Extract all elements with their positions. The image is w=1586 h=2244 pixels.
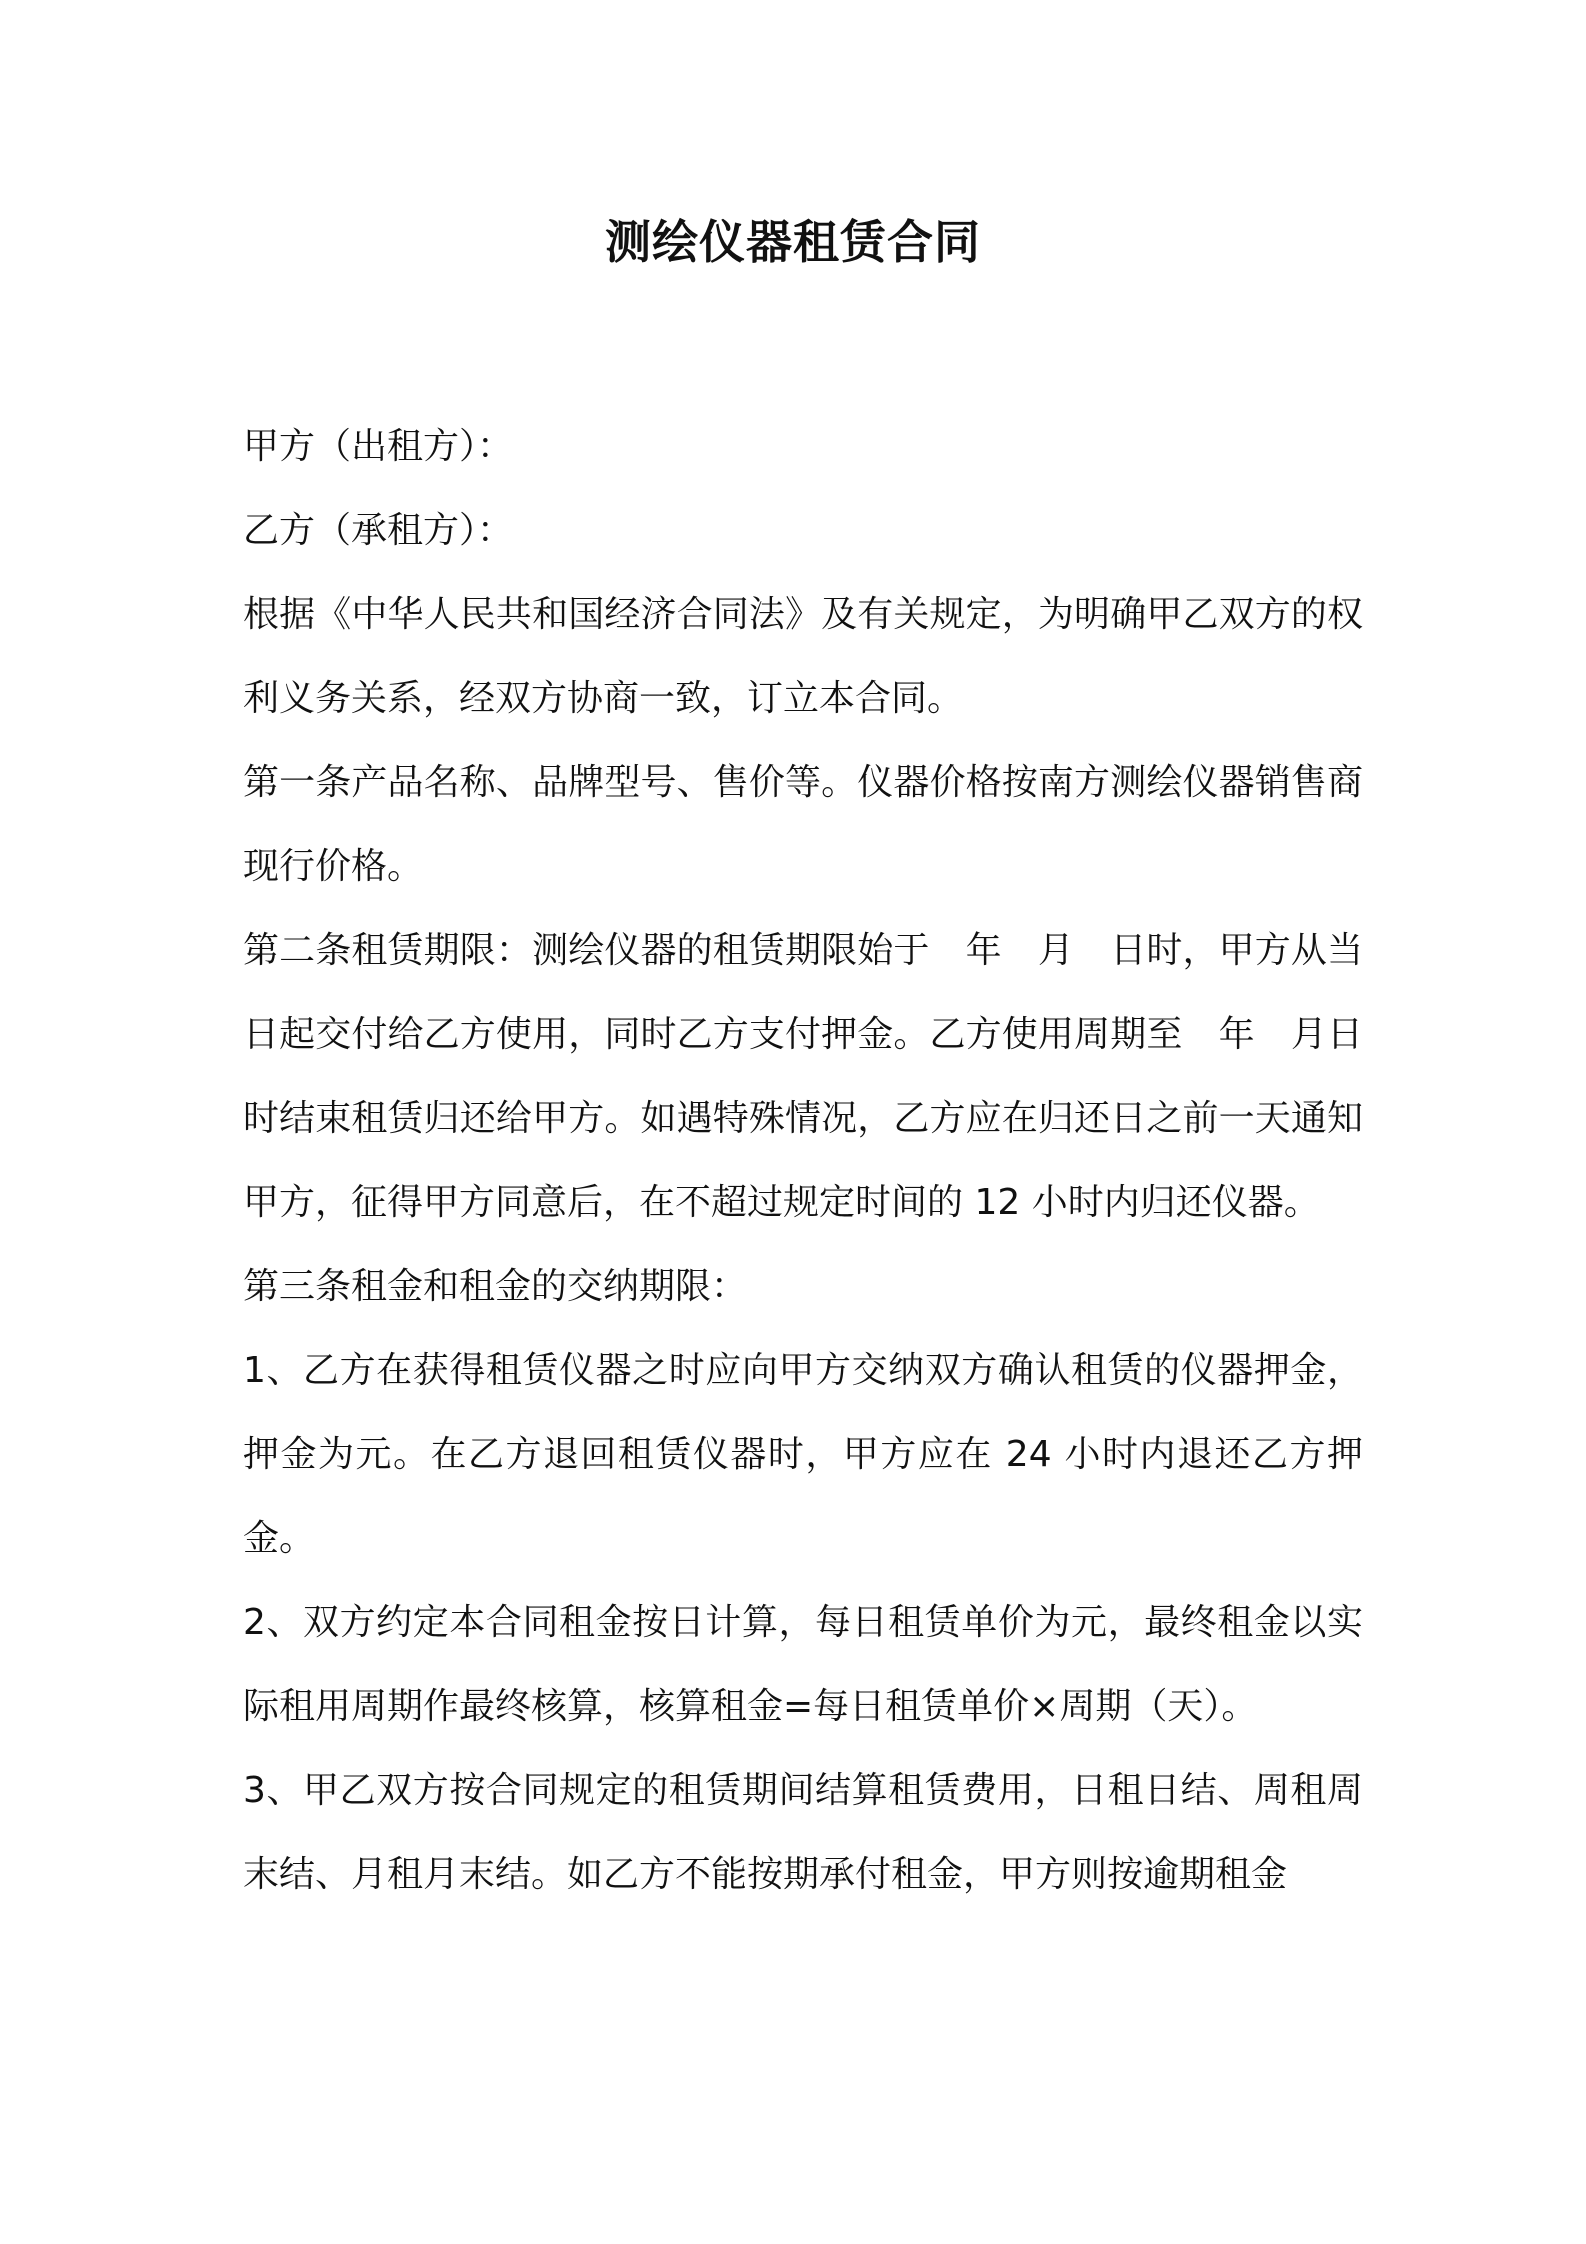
document-body [243,405,1363,1917]
article-3-item-1: 1、乙方在获得租赁仪器之时应向甲方交纳双方确认租赁的仪器押金，押金为元。在乙方退回租赁仪器时，甲方应在 24 小时内退还乙方押金。 [243,1350,1363,1559]
article-3-heading: 第三条租金和租金的交纳期限： [243,1266,748,1307]
article-2-paragraph: 第二条租赁期限：测绘仪器的租赁期限始于 年 月 日时，甲方从当日起交付给乙方使用，同时乙方支付押金。乙方使用周期至 年 月日时结束租赁归还给甲方。如遇特殊情况，乙方应在归还日之前一天通知甲方，征得甲方同意后，在不超过规定时间的 12 小时内归还仪器。 [243,930,1363,1223]
preamble-paragraph: 根据《中华人民共和国经济合同法》及有关规定，为明确甲乙双方的权利义务关系，经双方协商一致，订立本合同。 [243,594,1363,719]
party-a-line: 甲方（出租方）： [243,426,514,467]
article-3-item-3: 3、甲乙双方按合同规定的租赁期间结算租赁费用，日租日结、周租周末结、月租月末结。如乙方不能按期承付租金，甲方则按逾期租金 [243,1770,1363,1895]
article-3-item-2: 2、双方约定本合同租金按日计算，每日租赁单价为元，最终租金以实际租用周期作最终核算，核算租金=每日租赁单价×周期（天）。 [243,1602,1363,1727]
document-title: 测绘仪器租赁合同 [605,215,981,269]
article-1-paragraph: 第一条产品名称、品牌型号、售价等。仪器价格按南方测绘仪器销售商现行价格。 [243,762,1363,887]
party-b-line: 乙方（承租方）： [243,510,514,551]
